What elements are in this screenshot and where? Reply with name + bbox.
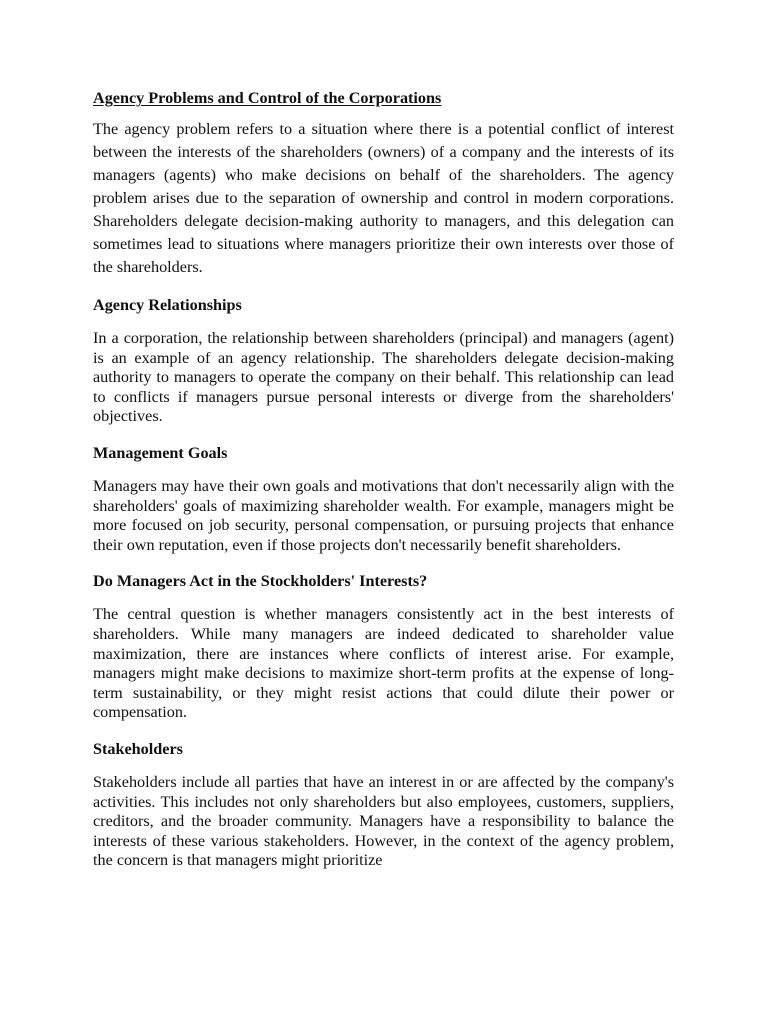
section-heading-management-goals: Management Goals	[93, 443, 228, 462]
section-body-stakeholders: Stakeholders include all parties that have an interest in or are affected by the company's activities. This includes not only shareholders but also employees, customers, suppliers, creditors, and the broader community. Managers have a responsibility to balance the interests of these various stakeholders. However, in the context of the agency problem, the concern is that managers might prioritize	[93, 772, 674, 870]
document-page	[93, 88, 674, 871]
section-heading-agency-relationships: Agency Relationships	[93, 296, 242, 314]
section-heading-managers-act: Do Managers Act in the Stockholders' Interests?	[93, 572, 428, 591]
section-heading-stakeholders: Stakeholders	[93, 739, 183, 758]
section-body-management-goals: Managers may have their own goals and motivations that don't necessarily align with the shareholders' goals of maximizing shareholder wealth. For example, managers might be more focused on job security, personal compensation, or pursuing projects that enhance their own reputation, even if those projects don't necessarily benefit shareholders.	[93, 476, 674, 554]
section-body-agency-relationships: In a corporation, the relationship between shareholders (principal) and managers (agent) is an example of an agency relationship. The shareholders delegate decision-making authority to managers to operate the company on their behalf. This relationship can lead to conflicts if managers pursue personal interests or diverge from the shareholders' objectives.	[93, 329, 674, 426]
section-body-managers-act: The central question is whether managers consistently act in the best interests of shareholders. While many managers are indeed dedicated to shareholder value maximization, there are instances where conflicts of interest arise. For example, managers might make decisions to maximize short-term profits at the expense of long-term sustainability, or they might resist actions that could dilute their power or compensation.	[93, 605, 674, 722]
intro-paragraph: The agency problem refers to a situation where there is a potential conflict of interest between the interests of the shareholders (owners) of a company and the interests of its managers (agents) who make decisions on behalf of the shareholders. The agency problem arises due to the separation of ownership and control in modern corporations. Shareholders delegate decision-making authority to managers, and this delegation can sometimes lead to situations where managers prioritize their own interests over those of the shareholders.	[93, 120, 674, 276]
document-title: Agency Problems and Control of the Corporations	[93, 89, 442, 107]
